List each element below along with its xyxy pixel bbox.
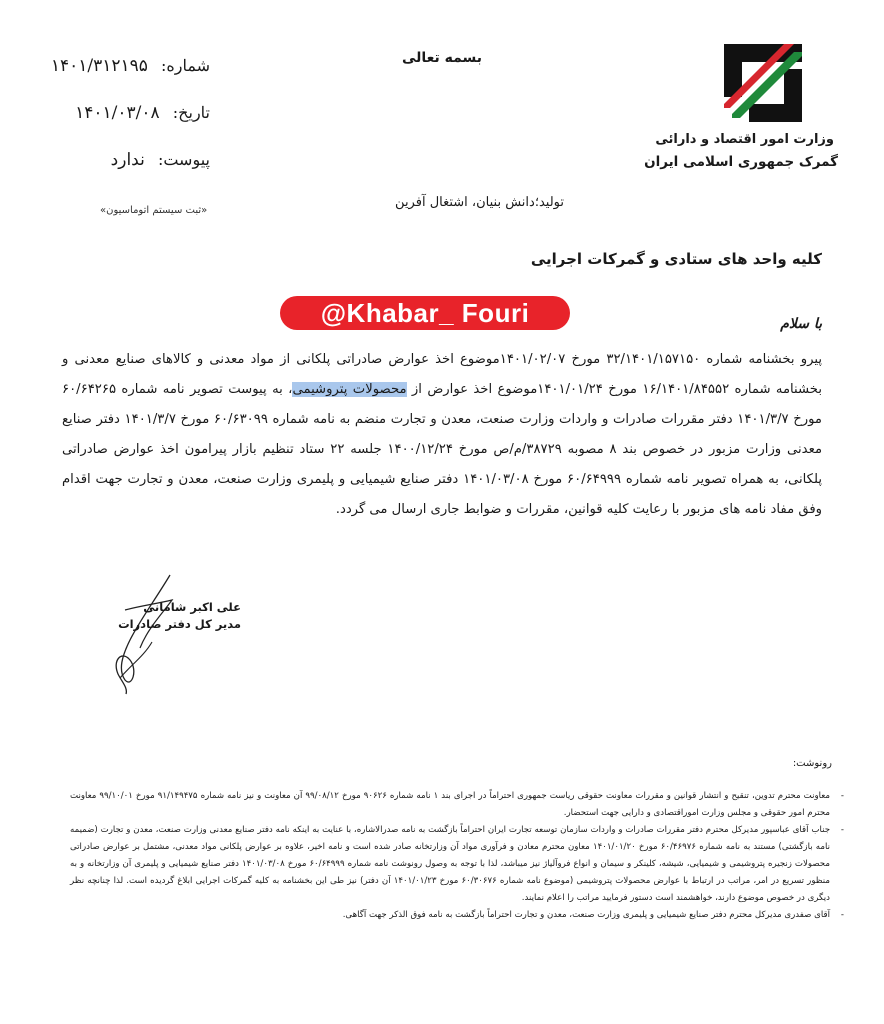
highlighted-text: محصولات پتروشیمی [292, 382, 407, 397]
cc-item: - جناب آقای عباسپور مدیرکل محترم دفتر مقررات صادرات و واردات سازمان توسعه تجارت ایران احتراماً بازگشت به نامه صدرالاشاره، با عنایت به اینکه نامه دفتر صنایع معدنی وزارت صنعت، معدن و تجارت (ضمیمه نامه بازگشتی) مستند به نامه شماره ۶۰/۴۶۹۷۶ مورخ ۱۴۰۱/۰۱/۲۰ معاون محترم معادن و فرآوری مواد آن وزارتخانه صادر شده است و نامه اخیر، علاوه بر عوارض پلکانی مواد معدنی، مشتمل بر عوارض صادراتی محصولات زنجیره پتروشیمی و شیمیایی، شیشه، کلینکر و سیمان و انواع فروآلیاژ نیز میباشد، لذا با توجه به وصول رونوشت نامه شماره ۶۰/۶۴۹۹۹ مورخ ۱۴۰۱/۰۳/۰۸ دفتر صنایع شیمیایی و پلیمری آن وزارتخانه و به منظور تسریع در امر، مراتب در ارتباط با عوارض محصولات پتروشیمی (موضوع نامه شماره ۶۰/۳۰۶۷۶ مورخ ۱۴۰۱/۰۱/۲۳ آن دفتر) نیز طی این بخشنامه به کلیه گمرکات اجرایی ابلاغ گردیده است. لذا چنانچه نظر دیگری در خصوص موضوع دارند، خواهشمند است دستور فرمایید مراتب را اعلام نمایند. [70, 822, 844, 907]
org-ministry: وزارت امور اقتصاد و دارائی [655, 132, 834, 147]
year-motto: تولید؛دانش بنیان، اشتغال آفرین [395, 195, 564, 210]
attachment-value: ندارد [110, 150, 145, 170]
cc-item: - معاونت محترم تدوین، تنقیح و انتشار قوانین و مقررات معاونت حقوقی ریاست جمهوری احتراماً در اجرای بند ۱ نامه شماره ۹۰۶۲۶ مورخ ۹۹/۰۸/۱۲ آن معاونت و نیز نامه شماره ۹۱/۱۴۹۴۷۵ مورخ ۹۹/۱۰/۰۱ معاونت محترم امور حقوقی و مجلس وزارت اموراقتصادی و دارایی جهت استحضار. [70, 788, 844, 822]
number-value: ۱۴۰۱/۳۱۲۱۹۵ [50, 56, 148, 76]
date-label: تاریخ: [172, 103, 210, 122]
attachment-label: پیوست: [157, 150, 210, 169]
number-label: شماره: [160, 56, 210, 75]
bismillah-heading: بسمه تعالی [401, 50, 483, 66]
watermark-badge: @Khabar_ Fouri [280, 296, 570, 330]
cc-label: رونوشت: [792, 758, 832, 769]
letter-attachment [111, 150, 210, 170]
letter-date [75, 103, 210, 123]
cc-item: - آقای صفدری مدیرکل محترم دفتر صنایع شیمیایی و پلیمری وزارت صنعت، معدن و تجارت احتراماً بازگشت به نامه فوق الذکر جهت آگاهی. [70, 907, 844, 924]
automation-note: «ثبت سیستم اتوماسیون» [100, 205, 208, 216]
recipient: کلیه واحد های ستادی و گمرکات اجرایی [530, 250, 822, 268]
signatory-title: مدیر کل دفتر صادرات [118, 617, 241, 631]
signatory-name: علی اکبر شامانی [143, 600, 241, 614]
greeting: با سلام [780, 316, 822, 332]
org-customs: گمرک جمهوری اسلامی ایران [644, 154, 838, 170]
date-value: ۱۴۰۱/۰۳/۰۸ [75, 103, 160, 123]
body-part-1: پیرو بخشنامه شماره ۳۲/۱۴۰۱/۱۵۷۱۵۰ مورخ ۱۴۰۱/۰۲/۰۷موضوع اخذ عوارض صادراتی پلکانی از مواد معدنی و کالاهای صنایع معدنی و بخشنامه شماره ۱۶/۱۴۰۱/۸۴۵۵۲ مورخ ۱۴۰۱/۰۱/۲۴موضوع اخذ عوارض از [62, 352, 822, 397]
letter-body [62, 345, 822, 525]
body-part-2: ، به پیوست تصویر نامه شماره ۶۰/۶۴۲۶۵ مورخ ۱۴۰۱/۳/۷ دفتر مقررات صادرات و واردات وزارت صنعت، معدن و تجارت منضم به نامه شماره ۶۰/۶۳۰۹۹ مورخ ۱۴۰۱/۳/۷ دفتر صنایع معدنی وزارت مزبور در خصوص بند ۸ مصوبه ۳۸۷۲۹/م/ص مورخ ۱۴۰۰/۱۲/۲۴ جلسه ۲۲ ستاد تنظیم بازار پیرامون اخذ عوارض صادراتی پلکانی، به همراه تصویر نامه شماره ۶۰/۶۴۹۹۹ مورخ ۱۴۰۱/۰۳/۰۸ دفتر صنایع شیمیایی و پلیمری وزارت صنعت، معدن و تجارت جهت اقدام وفق مفاد نامه های مزبور با رعایت کلیه قوانین، مقررات و ضوابط جاری ارسال می گردد. [62, 382, 823, 517]
handwritten-signature-icon [100, 570, 220, 695]
cc-list [70, 788, 844, 924]
customs-logo-icon [722, 42, 804, 124]
